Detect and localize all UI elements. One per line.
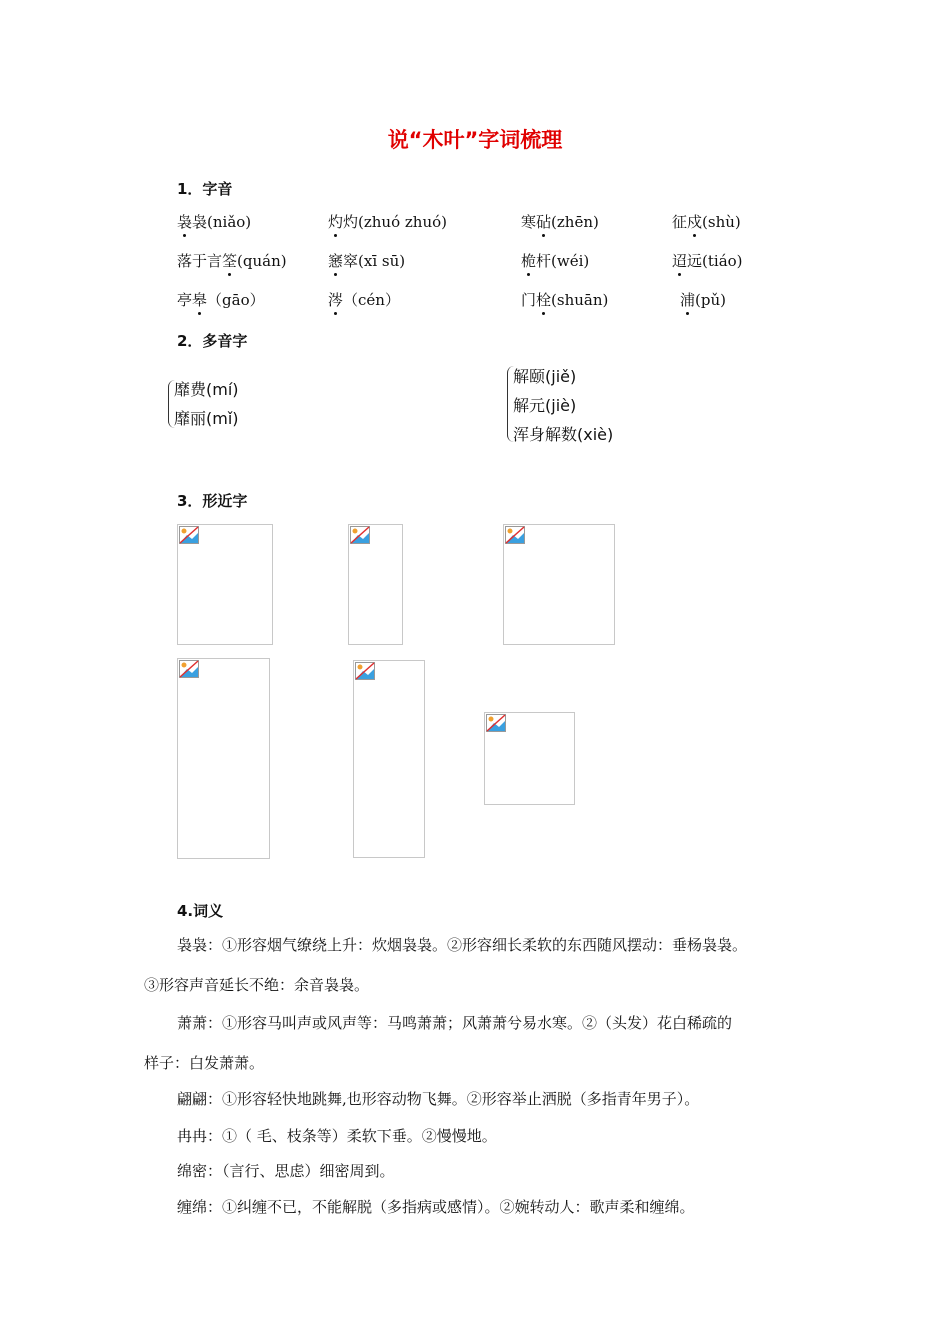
meaning-line: 萧萧：①形容马叫声或风声等：马鸣萧萧；风萧萧兮易水寒。②（头发）花白稀疏的: [177, 1014, 733, 1032]
section-heading-pronunciation: 1．字音: [177, 180, 233, 198]
pron-item: 寒砧(zhēn): [521, 213, 599, 231]
broken-image-icon: [179, 660, 199, 678]
broken-image-icon: [179, 526, 199, 544]
pron-item: 征戍(shù): [672, 213, 741, 231]
meaning-line: ③形容声音延长不绝：余音袅袅。: [144, 976, 370, 994]
broken-image-icon: [486, 714, 506, 732]
pron-item: 亭皋（gāo）: [177, 291, 265, 309]
polyphonic-item: 靡丽(mǐ): [174, 409, 239, 428]
polyphonic-group-mi: [174, 375, 239, 433]
image-placeholder: [348, 524, 403, 645]
meaning-line: 样子：白发萧萧。: [144, 1054, 265, 1072]
meaning-line: 冉冉：①（ 毛、枝条等）柔软下垂。②慢慢地。: [177, 1127, 497, 1145]
pron-item: 窸窣(xī sū): [328, 252, 406, 270]
polyphonic-item: 浑身解数(xiè): [513, 425, 614, 444]
broken-image-icon: [505, 526, 525, 544]
image-placeholder: [353, 660, 425, 858]
pron-item: 浦(pǔ): [680, 291, 726, 309]
section-heading-polyphonic: 2．多音字: [177, 332, 248, 350]
page-title: 说“木叶”字词梳理: [387, 128, 563, 152]
meaning-line: 翩翩：①形容轻快地跳舞,也形容动物飞舞。②形容举止洒脱（多指青年男子）。: [177, 1090, 700, 1108]
polyphonic-item: 解元(jiè): [513, 396, 577, 415]
meaning-line: 绵密：（言行、思虑）细密周到。: [177, 1162, 395, 1180]
pron-item: 袅袅(niǎo): [177, 213, 252, 231]
meaning-line: 缠绵：①纠缠不已，不能解脱（多指病或感情）。②婉转动人：歌声柔和缠绵。: [177, 1198, 695, 1216]
pron-item: 涔（cén）: [328, 291, 400, 309]
polyphonic-group-jie: [513, 362, 613, 449]
pron-item: 迢远(tiáo): [672, 252, 743, 270]
pron-item: 落于言筌(quán): [177, 252, 287, 270]
section-heading-meanings: 4.词义: [177, 902, 224, 920]
image-placeholder: [503, 524, 615, 645]
broken-image-icon: [350, 526, 370, 544]
meaning-line: 袅袅：①形容烟气缭绕上升：炊烟袅袅。②形容细长柔软的东西随风摆动：垂杨袅袅。: [177, 936, 748, 954]
pron-item: 门栓(shuān): [521, 291, 609, 309]
image-placeholder: [177, 658, 270, 859]
polyphonic-item: 靡费(mí): [174, 380, 239, 399]
image-placeholder: [177, 524, 273, 645]
pron-item: 灼灼(zhuó zhuó): [328, 213, 447, 231]
polyphonic-item: 解颐(jiě): [513, 367, 577, 386]
broken-image-icon: [355, 662, 375, 680]
section-heading-similar-chars: 3．形近字: [177, 492, 248, 510]
image-placeholder: [484, 712, 575, 805]
pron-item: 桅杆(wéi): [521, 252, 590, 270]
